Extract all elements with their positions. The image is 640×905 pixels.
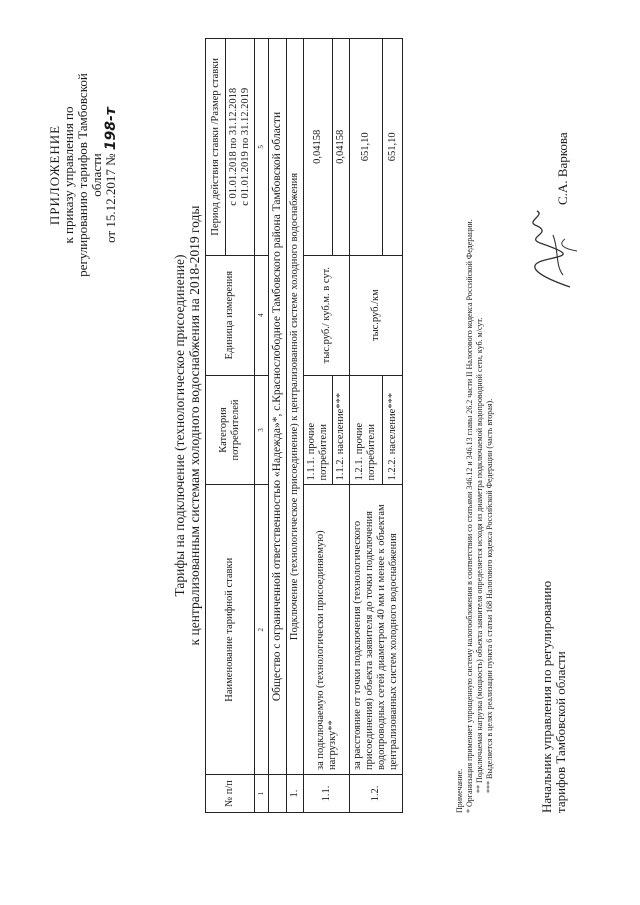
header-num: № п/п xyxy=(206,775,255,813)
colnum-2: 2 xyxy=(255,485,269,775)
title-line-1: Тарифы на подключение (технологическое присоединение) xyxy=(172,254,187,597)
row-num: 1.1. xyxy=(304,775,350,813)
note-3: *** Выделяется в целях реализации пункта 6 статьи 168 Налогового кодекса Российской Федерации (часть вторая). xyxy=(485,398,494,793)
section-num: 1. xyxy=(287,775,304,813)
appendix-line: регулированию тарифов Тамбовской xyxy=(75,73,90,277)
appendix-date-line xyxy=(104,45,118,305)
order-number: 198-т xyxy=(103,107,119,151)
header-period-2019: с 01.01.2019 по 31.12.2019 xyxy=(240,87,251,206)
row-num: 1.2. xyxy=(350,775,403,813)
section-row xyxy=(287,39,304,813)
appendix-header xyxy=(48,45,118,305)
row-name: за подключаемую (технологически присоединяемую) нагрузку** xyxy=(304,485,350,775)
org-num-cell xyxy=(269,775,287,813)
header-period-2018: с 01.01.2018 по 31.12.2018 xyxy=(228,87,239,206)
table-header-row xyxy=(206,39,226,813)
signatory-name: С.А. Варкова xyxy=(555,132,570,205)
table-row xyxy=(304,39,333,813)
header-name: Наименование тарифной ставки xyxy=(206,485,255,775)
row-value: 651,10 xyxy=(350,39,383,256)
title-line-2: к централизованным системам холодного водоснабжения на 2018-2019 годы xyxy=(187,205,202,646)
section-label: Подключение (технологическое присоединение) к централизованной системе холодного водоснабжения xyxy=(287,39,304,775)
appendix-title: ПРИЛОЖЕНИЕ xyxy=(47,124,62,226)
table-row xyxy=(350,39,383,813)
colnum-1: 1 xyxy=(255,775,269,813)
note-2: ** Подключаемая нагрузка (мощность) объекта заявителя определяется исходя из диаметра подключаемой водопроводной сети, куб. м/сут. xyxy=(475,317,484,793)
row-value: 651,10 xyxy=(383,39,403,256)
signatory-block xyxy=(540,413,568,813)
row-value: 0,04158 xyxy=(333,39,350,256)
handwritten-signature xyxy=(515,205,585,295)
row-category: 1.1.1. прочие потребители xyxy=(304,375,333,485)
signatory-position-2: тарифов Тамбовской области xyxy=(553,651,568,813)
row-category: 1.2.2. население*** xyxy=(383,375,403,485)
row-category: 1.1.2. население*** xyxy=(333,375,350,485)
header-category: Категория потребителей xyxy=(206,375,255,485)
row-name: за расстояние от точки подключения (технологического присоединения) объекта заявителя до точки подключения водопроводных сетей диаметром 40 мм и менее к объектам централизованных систем холодного водоснабжения xyxy=(350,485,403,775)
document-title xyxy=(172,38,202,813)
header-period: Период действия ставки /Размер ставки xyxy=(206,39,226,256)
row-value: 0,04158 xyxy=(304,39,333,256)
header-unit: Единица измерения xyxy=(206,255,255,375)
column-number-row xyxy=(255,39,269,813)
note-1: * Организация применяет упрощенную систему налогообложения в соответствии со статьями 346.12 и 346.13 главы 26.2 части II Налогового кодекса Российской Федерации. xyxy=(465,219,474,813)
organization-row xyxy=(269,39,287,813)
notes-block xyxy=(455,38,495,813)
header-period-dates xyxy=(226,39,255,256)
appendix-line: области xyxy=(89,153,104,197)
row-unit: тыс.руб./ куб.м. в сут. xyxy=(304,255,350,375)
tariff-table xyxy=(205,38,403,813)
colnum-5: 5 xyxy=(255,39,269,256)
colnum-3: 3 xyxy=(255,375,269,485)
row-unit: тыс.руб./км xyxy=(350,255,403,375)
appendix-line: к приказу управления по xyxy=(61,106,76,244)
signatory-position-1: Начальник управления по регулированию xyxy=(539,580,554,813)
colnum-4: 4 xyxy=(255,255,269,375)
notes-title: Примечание. xyxy=(455,768,464,813)
row-category: 1.2.1. прочие потребители xyxy=(350,375,383,485)
appendix-date: от 15.12.2017 № xyxy=(103,153,118,243)
organization-name: Общество с ограниченной ответственностью «Надежда»*, с.Краснослободное Тамбовского района Тамбовской области xyxy=(269,39,287,775)
